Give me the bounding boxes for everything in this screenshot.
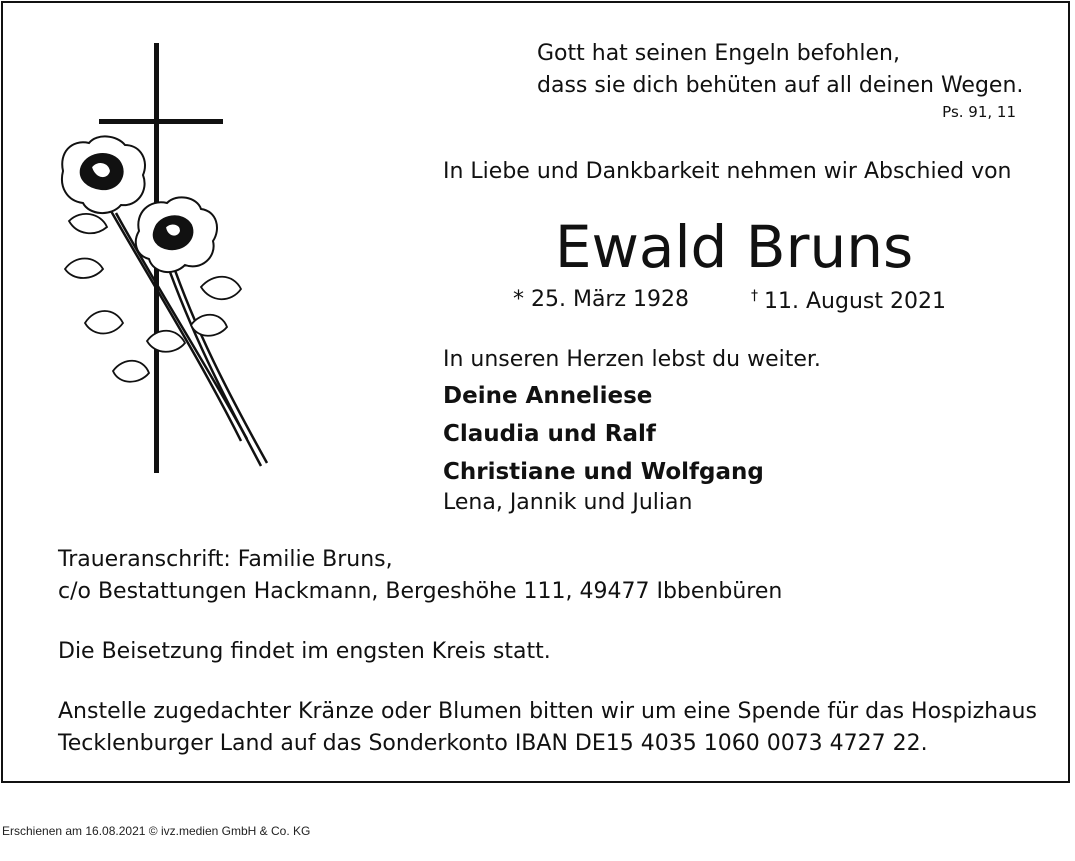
donation-line-1: Anstelle zugedachter Kränze oder Blumen bitten wir um eine Spende für das Hospizhaus xyxy=(58,699,1037,724)
dagger-icon: † xyxy=(751,288,758,304)
verse-line-2: dass sie dich behüten auf all deinen Wegen. xyxy=(537,73,1024,98)
verse-reference: Ps. 91, 11 xyxy=(942,103,1016,121)
death-date-text: 11. August 2021 xyxy=(764,289,946,314)
family-name: Deine Anneliese xyxy=(443,383,653,409)
donation-line-2: Tecklenburger Land auf das Sonderkonto IBAN DE15 4035 1060 0073 4727 22. xyxy=(58,731,928,756)
obituary-notice xyxy=(1,1,1070,783)
family-lead: In unseren Herzen lebst du weiter. xyxy=(443,347,821,372)
death-date xyxy=(751,289,946,313)
intro-text: In Liebe und Dankbarkeit nehmen wir Abschied von xyxy=(443,159,1012,184)
birth-date: * 25. März 1928 xyxy=(513,287,690,312)
burial-note: Die Beisetzung findet im engsten Kreis statt. xyxy=(58,639,551,664)
publication-credit: Erschienen am 16.08.2021 © ivz.medien GmbH & Co. KG xyxy=(2,824,311,838)
verse-line-1: Gott hat seinen Engeln befohlen, xyxy=(537,41,900,66)
address-line-2: c/o Bestattungen Hackmann, Bergeshöhe 111, 49477 Ibbenbüren xyxy=(58,579,783,604)
family-name: Claudia und Ralf xyxy=(443,421,656,447)
grandchildren: Lena, Jannik und Julian xyxy=(443,490,693,515)
address-line-1: Traueranschrift: Familie Bruns, xyxy=(58,547,393,572)
family-name: Christiane und Wolfgang xyxy=(443,459,764,485)
deceased-name: Ewald Bruns xyxy=(554,213,914,281)
